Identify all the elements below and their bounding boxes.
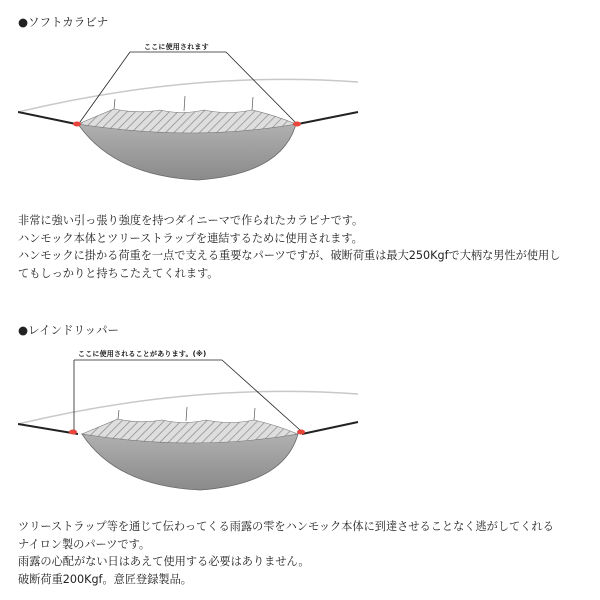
description-line: ツリーストラップ等を通じて伝わってくる雨露の雫をハンモック本体に到達させることなく逃がしてくれる: [18, 520, 554, 533]
description-line: ハンモックに掛かる荷重を一点で支える重要なパーツですが、破断荷重は最大250Kgfで大柄な男性が使用し: [18, 249, 561, 262]
rain-dripper-marker-left: [69, 430, 77, 435]
ridgeline: [18, 79, 358, 112]
section-heading-rain-dripper: ●レインドリッパー: [18, 323, 119, 337]
callout-leader-right: [222, 360, 300, 430]
section-heading-soft-carabiner: ●ソフトカラビナ: [18, 15, 109, 29]
description-line: ハンモック本体とツリーストラップを連結するために使用されます。: [18, 231, 363, 245]
hammock-diagram-rain-dripper: [18, 346, 370, 496]
description-line: 雨露の心配がない日はあえて使用する必要はありません。: [18, 555, 310, 568]
tree-strap-left: [18, 112, 76, 124]
carabiner-marker-right: [293, 122, 301, 127]
hammock-illustration: [18, 346, 370, 496]
hammock-illustration: [18, 42, 370, 192]
rain-dripper-marker-right: [297, 430, 305, 435]
description-line: てもしっかりと持ちこたえてくれます。: [18, 266, 219, 280]
tree-strap-right: [302, 422, 358, 434]
description-line: ナイロン製のパーツです。: [18, 537, 151, 551]
hammock-diagram-carabiner: [18, 42, 370, 192]
ridgeline: [18, 391, 358, 424]
description-soft-carabiner: [18, 212, 588, 282]
description-line: 非常に強い引っ張り強度を持つダイニーマで作られたカラビナです。: [18, 214, 364, 227]
description-rain-dripper: [18, 518, 588, 588]
callout-label: ここに使用されることがあります。(※): [78, 350, 207, 358]
description-line: 破断荷重200Kgf。意匠登録製品。: [18, 572, 192, 586]
tree-strap-right: [298, 112, 358, 124]
carabiner-marker-left: [73, 122, 81, 127]
tree-strap-left: [18, 424, 78, 434]
callout-label: ここに使用されます: [144, 43, 209, 51]
callout-leader-right: [226, 52, 295, 122]
